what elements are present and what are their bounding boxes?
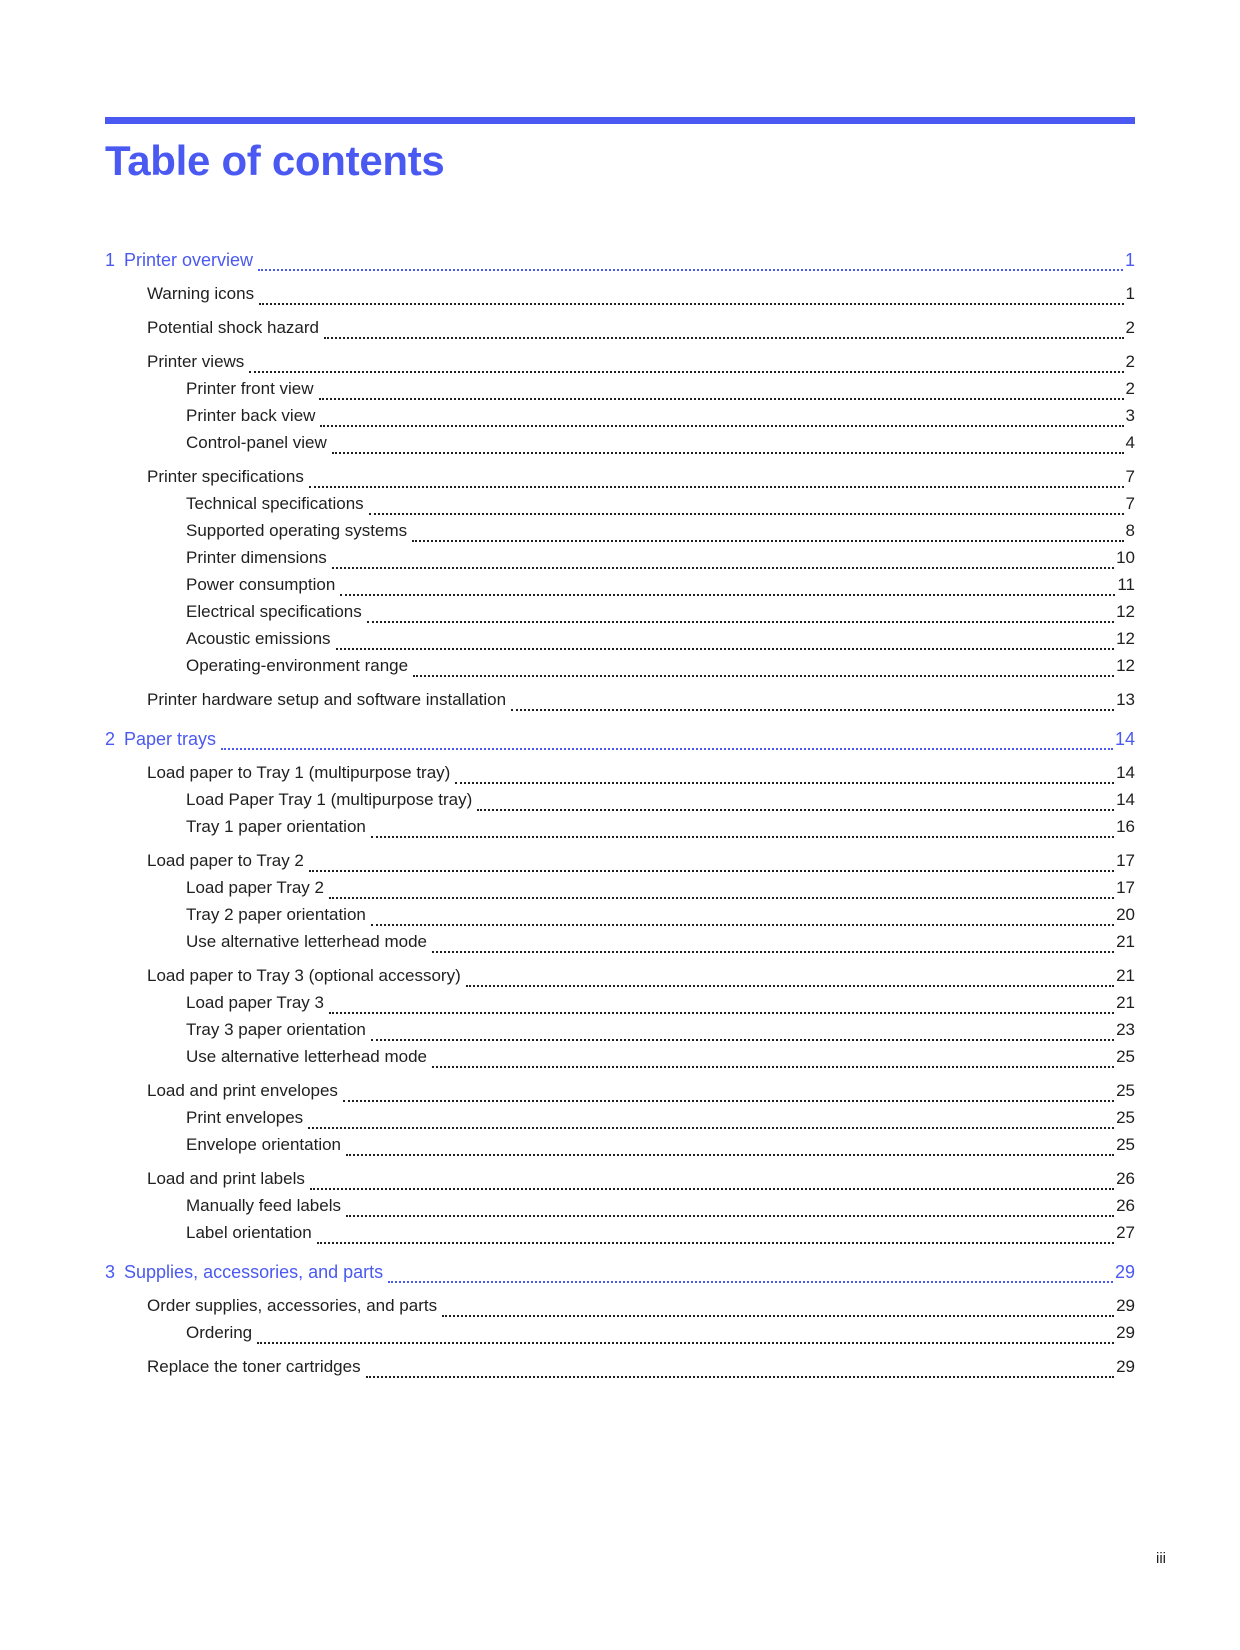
toc-entry[interactable] xyxy=(105,602,1135,629)
toc-entry-title: Replace the toner cartridges xyxy=(147,1357,361,1376)
toc-page-number: 16 xyxy=(1116,817,1135,836)
toc-entry-title: Power consumption xyxy=(186,575,336,594)
toc-leader xyxy=(258,269,1123,271)
toc-page-number: 25 xyxy=(1116,1135,1135,1154)
toc-page-number: 21 xyxy=(1116,966,1135,985)
toc-entry-title: Tray 1 paper orientation xyxy=(186,817,366,836)
toc-page-number: 2 xyxy=(1125,352,1135,371)
toc-entry-number: 2 xyxy=(105,729,116,749)
toc-entry-title: Printer dimensions xyxy=(186,548,327,567)
toc-entry[interactable] xyxy=(105,1108,1135,1135)
toc-page-number: 25 xyxy=(1116,1047,1135,1066)
toc-entry-title: Printer specifications xyxy=(147,467,304,486)
toc-leader xyxy=(367,621,1114,623)
toc-leader xyxy=(329,1012,1114,1014)
toc-leader xyxy=(371,836,1114,838)
toc-page-number: 10 xyxy=(1116,548,1135,567)
toc-leader xyxy=(249,371,1123,373)
header-rule xyxy=(105,117,1135,124)
toc-entry-title: Printer views xyxy=(147,352,245,371)
toc-leader xyxy=(317,1242,1114,1244)
toc-entry-title: Order supplies, accessories, and parts xyxy=(147,1296,438,1315)
toc-leader xyxy=(369,513,1124,515)
toc-entry-title: Supplies, accessories, and parts xyxy=(124,1262,384,1282)
toc-entry-title: Ordering xyxy=(186,1323,253,1342)
toc-entry-title: Printer back view xyxy=(186,406,316,425)
toc-entry-title: Load paper Tray 3 xyxy=(186,993,324,1012)
toc-chapter-entry[interactable] xyxy=(105,1262,1135,1289)
toc-entry[interactable] xyxy=(105,1047,1135,1074)
toc-leader xyxy=(412,540,1123,542)
toc-entry-title: Warning icons xyxy=(147,284,255,303)
toc-entry[interactable] xyxy=(105,433,1135,460)
toc-entry-title: Load and print envelopes xyxy=(147,1081,338,1100)
toc-entry[interactable] xyxy=(105,521,1135,548)
toc-entry[interactable] xyxy=(105,878,1135,905)
toc-entry[interactable] xyxy=(105,1081,1135,1108)
toc-leader xyxy=(371,924,1114,926)
toc-leader xyxy=(308,1127,1114,1129)
toc-page-number: 21 xyxy=(1116,993,1135,1012)
toc-entry[interactable] xyxy=(105,656,1135,683)
toc-page-number: 12 xyxy=(1116,602,1135,621)
toc-entry-title: Acoustic emissions xyxy=(186,629,331,648)
toc xyxy=(105,250,1135,1384)
toc-leader xyxy=(309,870,1114,872)
toc-entry-title: Use alternative letterhead mode xyxy=(186,932,427,951)
toc-leader xyxy=(346,1154,1114,1156)
toc-leader xyxy=(511,709,1114,711)
toc-entry-title: Envelope orientation xyxy=(186,1135,342,1154)
toc-entry[interactable] xyxy=(105,932,1135,959)
toc-entry-title: Manually feed labels xyxy=(186,1196,341,1215)
toc-leader xyxy=(329,897,1114,899)
toc-page-number: 29 xyxy=(1116,1357,1135,1376)
toc-leader xyxy=(455,782,1114,784)
toc-page-number: 14 xyxy=(1116,790,1135,809)
toc-entry-title: Load paper to Tray 3 (optional accessory) xyxy=(147,966,461,985)
toc-entry-title: Printer overview xyxy=(124,250,254,270)
toc-leader xyxy=(477,809,1114,811)
toc-leader xyxy=(413,675,1114,677)
toc-leader xyxy=(257,1342,1114,1344)
toc-page-number: 4 xyxy=(1125,433,1135,452)
toc-leader xyxy=(320,425,1123,427)
toc-entry-title: Electrical specifications xyxy=(186,602,362,621)
toc-leader xyxy=(432,1066,1114,1068)
toc-entry-number: 3 xyxy=(105,1262,116,1282)
toc-page-number: 13 xyxy=(1116,690,1135,709)
toc-entry[interactable] xyxy=(105,993,1135,1020)
toc-leader xyxy=(309,486,1124,488)
toc-chapter-entry[interactable] xyxy=(105,250,1135,277)
toc-entry-title: Operating-environment range xyxy=(186,656,409,675)
toc-page-number: 12 xyxy=(1116,629,1135,648)
toc-leader xyxy=(259,303,1123,305)
toc-entry[interactable] xyxy=(105,467,1135,494)
toc-leader xyxy=(319,398,1124,400)
toc-page-number: 29 xyxy=(1116,1296,1135,1315)
toc-entry[interactable] xyxy=(105,851,1135,878)
toc-page-number: 29 xyxy=(1116,1323,1135,1342)
toc-entry-title: Load paper Tray 2 xyxy=(186,878,324,897)
toc-entry[interactable] xyxy=(105,817,1135,844)
toc-entry[interactable] xyxy=(105,966,1135,993)
toc-chapter-entry[interactable] xyxy=(105,729,1135,756)
toc-entry[interactable] xyxy=(105,1169,1135,1196)
toc-page-number: 2 xyxy=(1125,379,1135,398)
toc-entry[interactable] xyxy=(105,763,1135,790)
toc-entry-title: Potential shock hazard xyxy=(147,318,319,337)
toc-leader xyxy=(466,985,1114,987)
toc-entry[interactable] xyxy=(105,1020,1135,1047)
toc-entry-title: Load and print labels xyxy=(147,1169,305,1188)
toc-page-number: 3 xyxy=(1125,406,1135,425)
toc-entry-title: Supported operating systems xyxy=(186,521,408,540)
toc-page-number: 1 xyxy=(1124,250,1135,270)
toc-leader xyxy=(332,567,1114,569)
toc-page-number: 7 xyxy=(1125,467,1135,486)
toc-entry[interactable] xyxy=(105,318,1135,345)
toc-page-number: 14 xyxy=(1114,729,1135,749)
toc-page-number: 17 xyxy=(1116,878,1135,897)
toc-page-number: 17 xyxy=(1116,851,1135,870)
toc-entry[interactable] xyxy=(105,379,1135,406)
toc-entry[interactable] xyxy=(105,1323,1135,1350)
toc-entry[interactable] xyxy=(105,1223,1135,1250)
toc-leader xyxy=(336,648,1115,650)
toc-entry[interactable] xyxy=(105,1196,1135,1223)
toc-entry[interactable] xyxy=(105,790,1135,817)
toc-leader xyxy=(388,1281,1113,1283)
folio-page-number: iii xyxy=(1156,1550,1166,1567)
toc-entry-title: Printer hardware setup and software installation xyxy=(147,690,507,709)
toc-page-number: 1 xyxy=(1125,284,1135,303)
toc-leader xyxy=(442,1315,1114,1317)
toc-leader xyxy=(324,337,1124,339)
toc-entry-title: Load paper to Tray 1 (multipurpose tray) xyxy=(147,763,451,782)
toc-leader xyxy=(432,951,1114,953)
toc-entry-title: Load Paper Tray 1 (multipurpose tray) xyxy=(186,790,473,809)
page-title: Table of contents xyxy=(105,137,445,184)
toc-entry-title: Label orientation xyxy=(186,1223,312,1242)
toc-entry[interactable] xyxy=(105,1357,1135,1384)
toc-page-number: 14 xyxy=(1116,763,1135,782)
toc-page-number: 27 xyxy=(1116,1223,1135,1242)
toc-entry-number: 1 xyxy=(105,250,116,270)
toc-entry[interactable] xyxy=(105,905,1135,932)
toc-entry-title: Paper trays xyxy=(124,729,217,749)
toc-entry-title: Tray 3 paper orientation xyxy=(186,1020,366,1039)
toc-entry-title: Technical specifications xyxy=(186,494,364,513)
toc-leader xyxy=(340,594,1115,596)
toc-page-number: 7 xyxy=(1125,494,1135,513)
toc-entry[interactable] xyxy=(105,548,1135,575)
toc-leader xyxy=(346,1215,1114,1217)
toc-page-number: 2 xyxy=(1125,318,1135,337)
toc-leader xyxy=(366,1376,1115,1378)
toc-entry-title: Control-panel view xyxy=(186,433,327,452)
page-content xyxy=(105,0,1135,1384)
toc-entry[interactable] xyxy=(105,352,1135,379)
toc-entry-title: Printer front view xyxy=(186,379,314,398)
toc-entry[interactable] xyxy=(105,1135,1135,1162)
toc-page-number: 26 xyxy=(1116,1169,1135,1188)
toc-page-number: 21 xyxy=(1116,932,1135,951)
toc-entry-title: Tray 2 paper orientation xyxy=(186,905,366,924)
toc-entry[interactable] xyxy=(105,284,1135,311)
toc-page-number: 20 xyxy=(1116,905,1135,924)
toc-page-number: 26 xyxy=(1116,1196,1135,1215)
toc-entry[interactable] xyxy=(105,494,1135,521)
toc-leader xyxy=(310,1188,1114,1190)
toc-page-number: 23 xyxy=(1116,1020,1135,1039)
toc-page-number: 12 xyxy=(1116,656,1135,675)
toc-leader xyxy=(332,452,1124,454)
toc-entry[interactable] xyxy=(105,575,1135,602)
toc-page-number: 25 xyxy=(1116,1108,1135,1127)
toc-leader xyxy=(343,1100,1114,1102)
toc-page-number: 11 xyxy=(1117,575,1135,594)
toc-page-number: 29 xyxy=(1114,1262,1135,1282)
toc-page-number: 25 xyxy=(1116,1081,1135,1100)
toc-entry[interactable] xyxy=(105,1296,1135,1323)
toc-page-number: 8 xyxy=(1125,521,1135,540)
toc-leader xyxy=(221,748,1113,750)
toc-entry[interactable] xyxy=(105,406,1135,433)
toc-entry-title: Load paper to Tray 2 xyxy=(147,851,304,870)
toc-entry[interactable] xyxy=(105,690,1135,717)
toc-entry[interactable] xyxy=(105,629,1135,656)
toc-leader xyxy=(371,1039,1114,1041)
toc-entry-title: Print envelopes xyxy=(186,1108,304,1127)
toc-entry-title: Use alternative letterhead mode xyxy=(186,1047,427,1066)
